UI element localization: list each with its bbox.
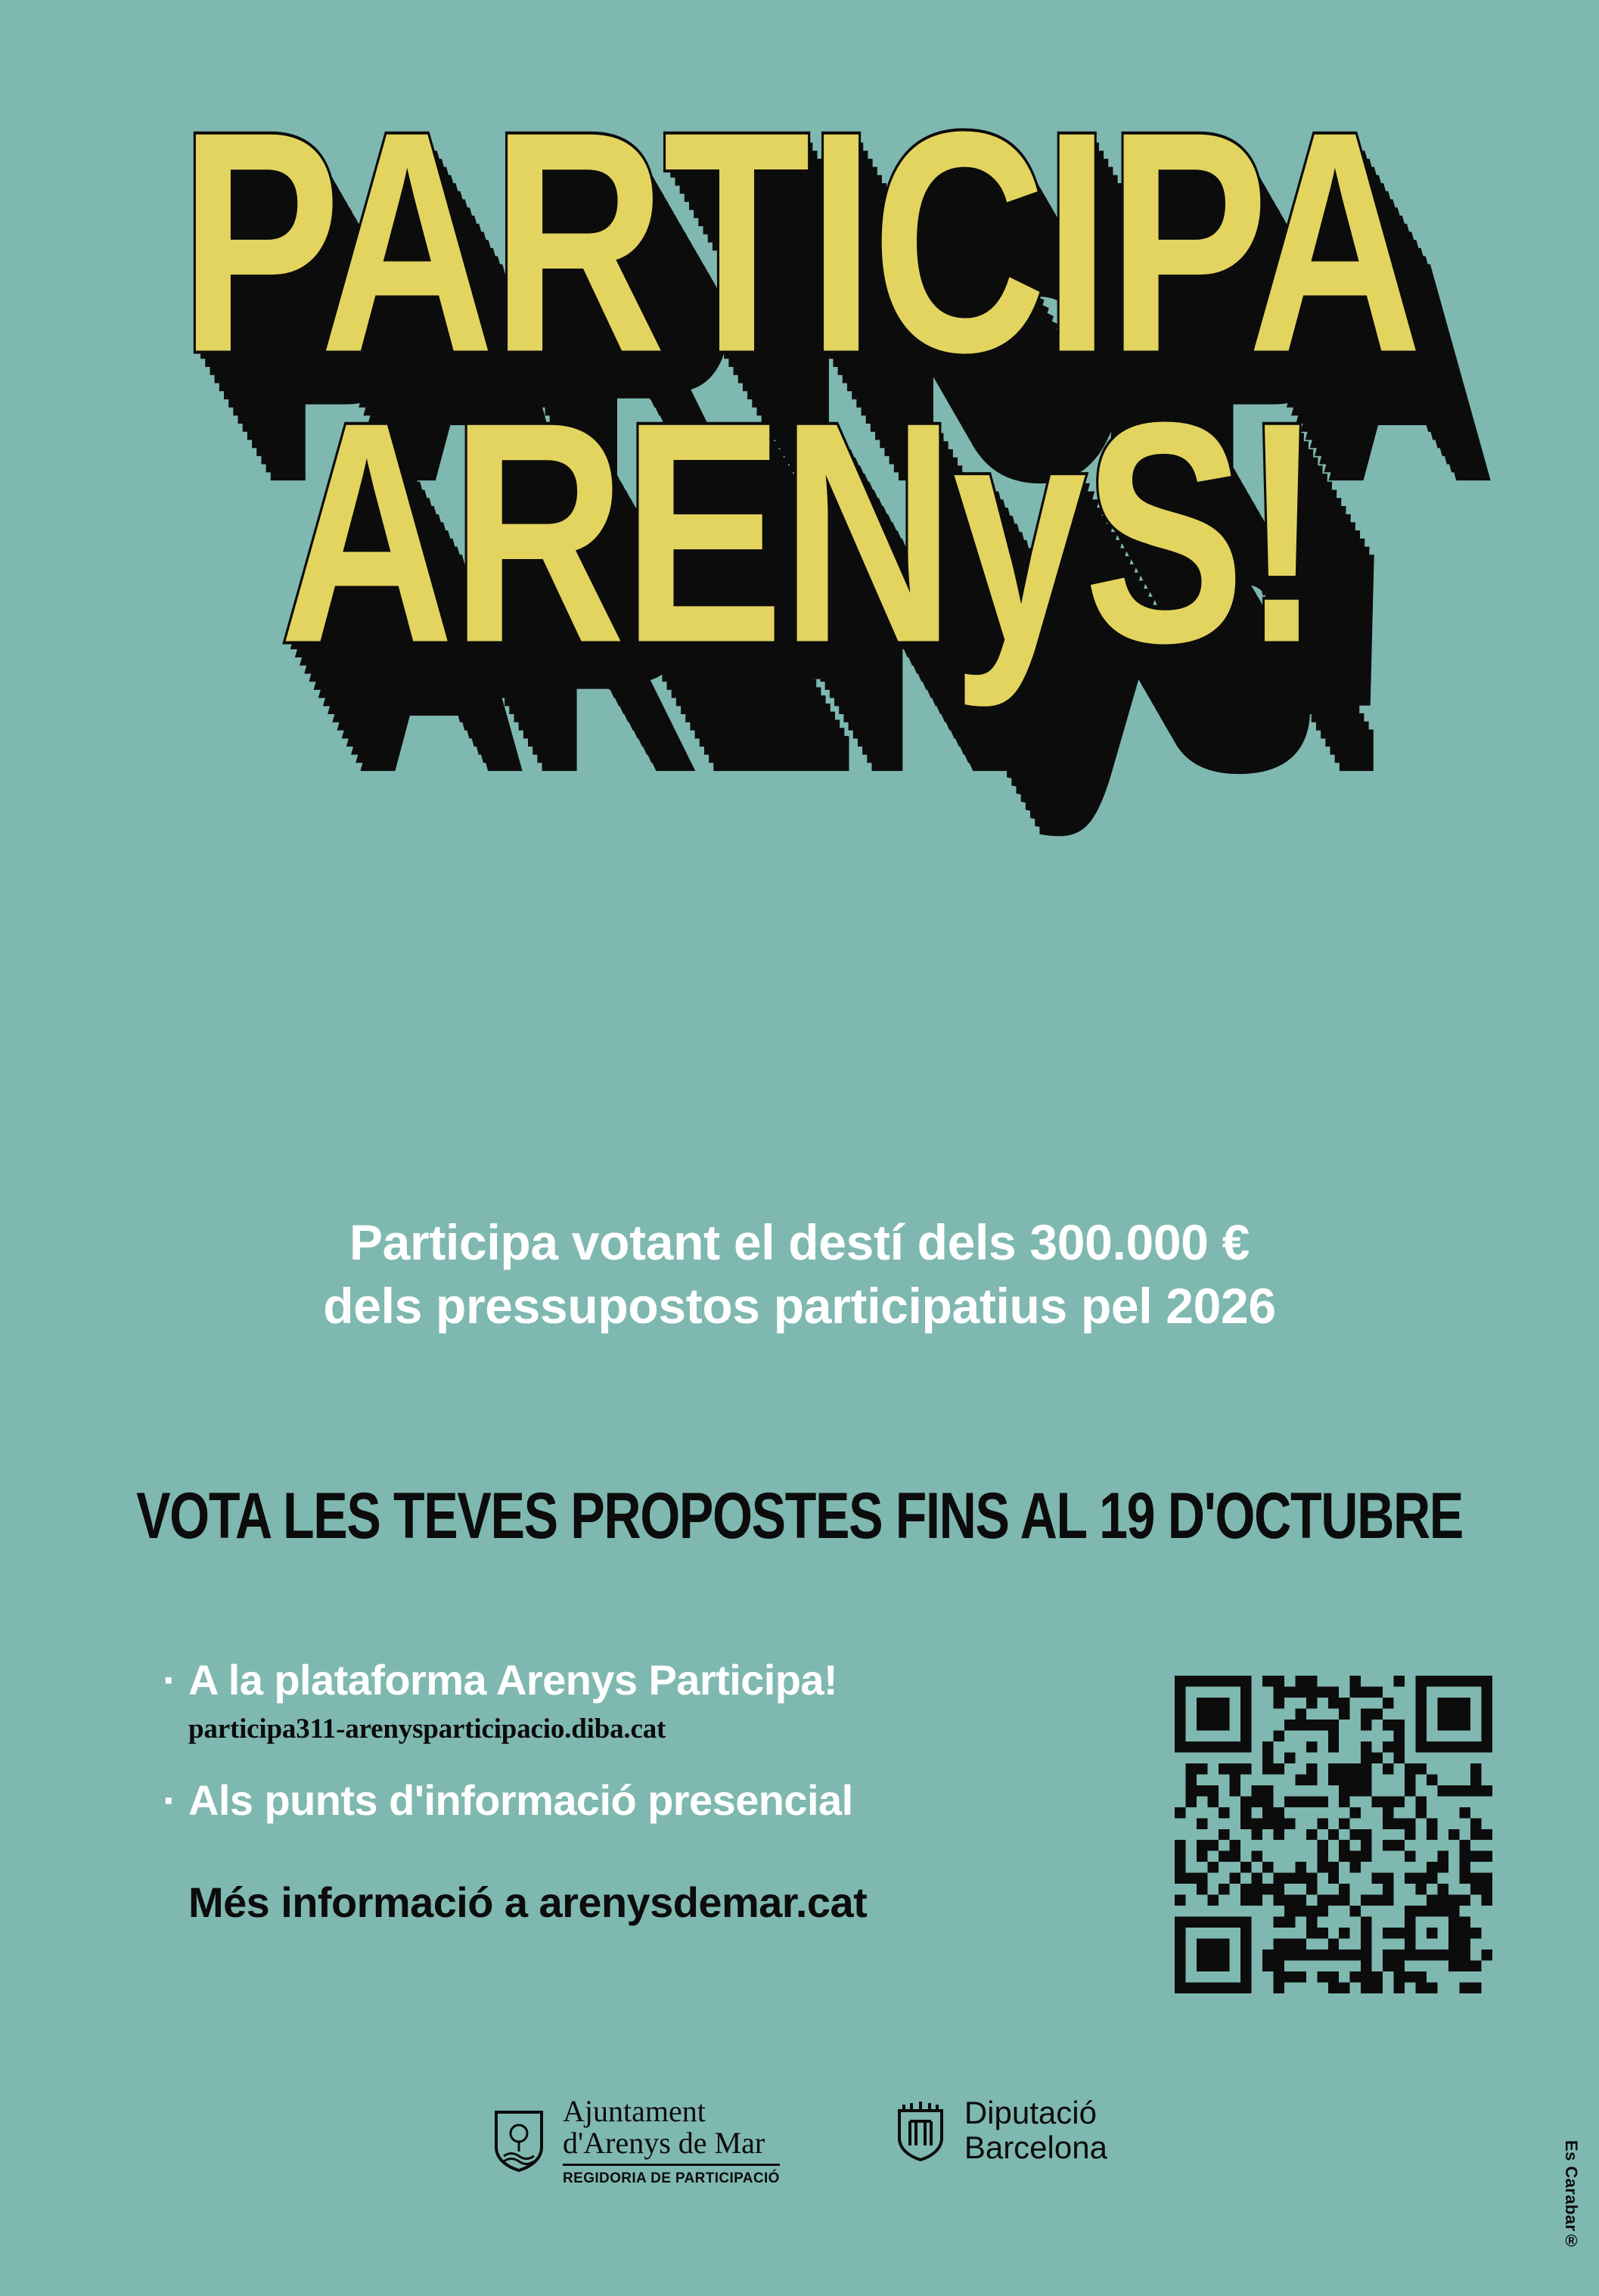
subhead-line-1: Participa votant el destí dels 300.000 € xyxy=(349,1214,1250,1270)
diputacio-line-2: Barcelona xyxy=(964,2130,1107,2166)
bullet-dot-icon-2: · xyxy=(163,1776,177,1824)
qr-code-icon xyxy=(1175,1676,1492,1993)
headline-block xyxy=(0,66,1599,709)
ajuntament-wordmark xyxy=(563,2096,780,2186)
ajuntament-crest-icon xyxy=(492,2109,546,2173)
qr-code[interactable] xyxy=(1175,1676,1492,1993)
credit-text: Es Carabar® xyxy=(1562,2139,1581,2251)
platform-url[interactable]: participa311-arenysparticipacio.diba.cat xyxy=(188,1713,666,1745)
ajuntament-line-1: Ajuntament xyxy=(563,2094,706,2128)
info-bullet-presencial xyxy=(163,1777,1093,1824)
ajuntament-divider xyxy=(563,2164,780,2166)
diputacio-line-1: Diputació xyxy=(964,2095,1097,2130)
deadline-banner: VOTA LES TEVES PROPOSTES FINS AL 19 D'OCTUBRE xyxy=(136,1480,1463,1553)
bullet-dot-icon: · xyxy=(163,1656,177,1704)
subhead xyxy=(0,1210,1599,1338)
info-bullet-platform-label: A la plataforma Arenys Participa! xyxy=(188,1656,838,1704)
ajuntament-line-2: d'Arenys de Mar xyxy=(563,2126,765,2161)
headline-line-2 xyxy=(0,356,1599,709)
more-info-text: Més informació a arenysdemar.cat xyxy=(188,1878,868,1927)
headline-line-1-text: PARTICIPA xyxy=(179,66,1420,418)
logo-diputacio xyxy=(893,2096,1107,2165)
info-bullet-presencial-label: Als punts d'informació presencial xyxy=(188,1776,853,1824)
headline-line-1 xyxy=(0,66,1599,418)
info-bullet-platform xyxy=(163,1657,1093,1704)
headline-line-2-text: ARENyS! xyxy=(279,356,1320,709)
ajuntament-line-3: REGIDORIA DE PARTICIPACIÓ xyxy=(563,2170,780,2186)
logo-ajuntament xyxy=(492,2096,780,2186)
subhead-line-2: dels pressupostos participatius pel 2026 xyxy=(323,1278,1276,1334)
diputacio-crest-icon xyxy=(893,2099,948,2162)
footer-logos xyxy=(0,2096,1599,2186)
diputacio-wordmark xyxy=(964,2096,1107,2165)
info-block xyxy=(163,1657,1093,1927)
